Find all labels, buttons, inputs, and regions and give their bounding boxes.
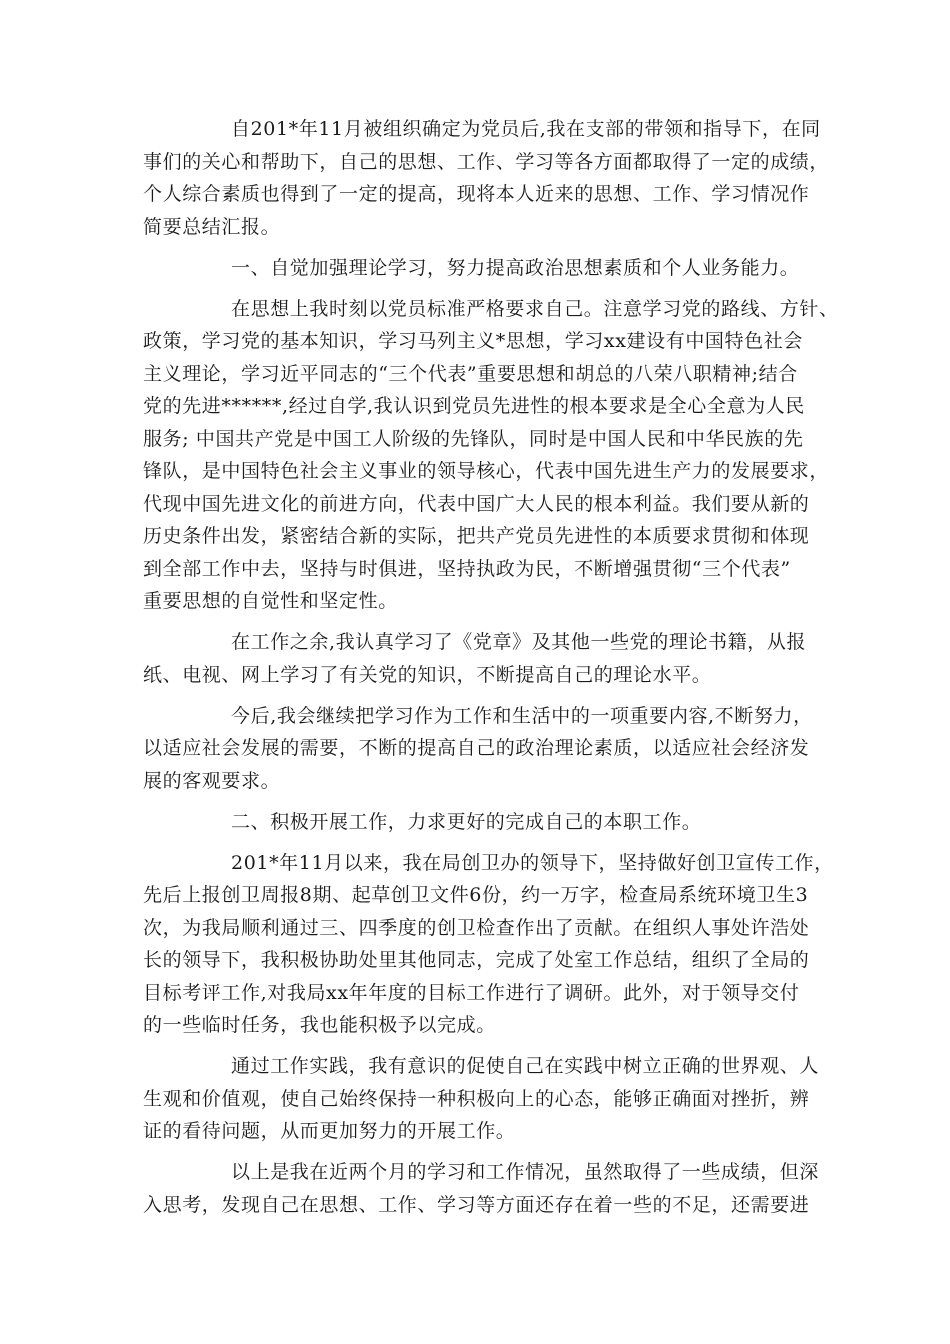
paragraph xyxy=(143,113,830,243)
paragraph-first-line: 在思想上我时刻以党员标准严格要求自己。注意学习党的路线、方针、 xyxy=(231,297,839,320)
paragraph-line: 先后上报创卫周报8期、起草创卫文件6份，约一万字，检查局系统环境卫生3 xyxy=(143,884,809,906)
paragraph-line: 服务; 中国共产党是中国工人阶级的先锋队，同时是中国人民和中华民族的先 xyxy=(143,427,804,450)
paragraph-first-line: 今后,我会继续把学习作为工作和生活中的一项重要内容,不断努力， xyxy=(231,704,813,727)
paragraph-line: 代现中国先进文化的前进方向，代表中国广大人民的根本利益。我们要从新的 xyxy=(143,492,810,515)
paragraph-line: 入思考，发现自己在思想、工作、学习等方面还存在着一些的不足，还需要进 xyxy=(143,1193,810,1216)
paragraph xyxy=(143,293,839,618)
paragraph-first-line: 通过工作实践，我有意识的促使自己在实践中树立正确的世界观、人 xyxy=(231,1055,820,1077)
paragraph-line: 历史条件出发，紧密结合新的实际，把共产党员先进性的本质要求贯彻和体现 xyxy=(143,525,810,547)
paragraph-line: 个人综合素质也得到了一定的提高，现将本人近来的思想、工作、学习情况作 xyxy=(143,183,810,205)
paragraph-line: 目标考评工作,对我局xx年年度的目标工作进行了调研。此外，对于领导交付 xyxy=(143,981,800,1004)
paragraph-first-line: 自201*年11月被组织确定为党员后,我在支部的带领和指导下，在同 xyxy=(231,118,821,140)
paragraph-line: 生观和价值观，使自己始终保持一种积极向上的心态，能够正确面对挫折，辨 xyxy=(143,1087,810,1110)
paragraph xyxy=(143,626,808,691)
paragraph-first-line: 以上是我在近两个月的学习和工作情况，虽然取得了一些成绩，但深 xyxy=(231,1161,820,1183)
paragraph-line: 锋队，是中国特色社会主义事业的领导核心，代表中国先进生产力的发展要求， xyxy=(143,460,830,482)
paragraph xyxy=(143,1050,820,1148)
paragraph-line: 纸、电视、网上学习了有关党的知识，不断提高自己的理论水平。 xyxy=(143,663,712,686)
paragraph-line: 的一些临时任务，我也能积极予以完成。 xyxy=(143,1014,496,1036)
paragraph xyxy=(143,1156,820,1221)
paragraph-line: 长的领导下，我积极协助处里其他同志，完成了处室工作总结，组织了全局的 xyxy=(143,949,810,971)
paragraph-first-line: 一、自觉加强理论学习，努力提高政治思想素质和个人业务能力。 xyxy=(231,256,800,279)
paragraph-line: 到全部工作中去，坚持与时俱进，坚持执政为民，不断增强贯彻“三个代表” xyxy=(143,557,791,580)
paragraph-line: 主义理论，学习近平同志的“三个代表”重要思想和胡总的八荣八职精神;结合 xyxy=(143,362,798,385)
paragraph-line: 次，为我局顺利通过三、四季度的创卫检查作出了贡献。在组织人事处许浩处 xyxy=(143,916,810,939)
paragraph-line: 以适应社会发展的需要，不断的提高自己的政治理论素质，以适应社会经济发 xyxy=(143,737,810,759)
document-body xyxy=(143,113,839,1230)
paragraph-line: 证的看待问题，从而更加努力的开展工作。 xyxy=(143,1120,516,1142)
paragraph-line: 展的客观要求。 xyxy=(143,769,281,792)
paragraph-line: 事们的关心和帮助下，自己的思想、工作、学习等各方面都取得了一定的成绩， xyxy=(143,150,830,173)
paragraph-line: 政策，学习党的基本知识，学习马列主义*思想，学习xx建设有中国特色社会 xyxy=(143,330,803,352)
paragraph-first-line: 在工作之余,我认真学习了《党章》及其他一些党的理论书籍，从报 xyxy=(231,631,807,653)
paragraph xyxy=(143,700,813,798)
paragraph-line: 重要思想的自觉性和坚定性。 xyxy=(143,590,398,612)
paragraph-first-line: 201*年11月以来，我在局创卫办的领导下，坚持做好创卫宣传工作， xyxy=(231,851,834,874)
paragraph-line: 党的先进******,经过自学,我认识到党员先进性的根本要求是全心全意为人民 xyxy=(143,395,805,417)
paragraph-first-line: 二、积极开展工作，力求更好的完成自己的本职工作。 xyxy=(231,810,702,833)
paragraph xyxy=(143,847,834,1042)
paragraph xyxy=(143,252,808,285)
paragraph xyxy=(143,806,808,839)
paragraph-line: 简要总结汇报。 xyxy=(143,215,281,238)
